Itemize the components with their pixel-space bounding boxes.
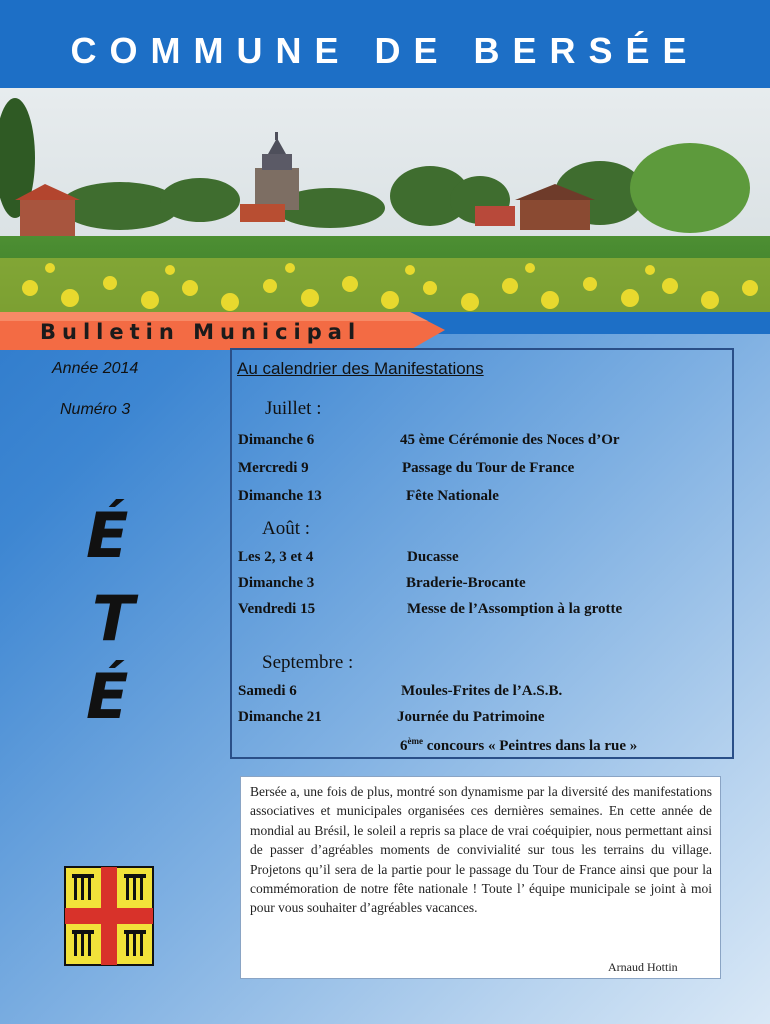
mayor-message: Bersée a, une fois de plus, montré son dynamisme par la diversité des manifestations associatives et municipales organisées ces dernières semaines. En cette année de mondial au Brésil, le soleil a repris sa place de vrai coéquipier, nous permettant ainsi de passer d’agréables moments de convivialité sur tous les terrains du village. Projetons qu’il sera de la partie pour le passage du Tour de France ainsi que pour la commémoration de notre fête nationale ! Toute l’ équipe municipale se joint à moi pour vous souhaiter d’agréables vacances. — [250, 784, 712, 916]
ordinal-suffix: ème — [407, 736, 423, 746]
bulletin-banner — [0, 312, 770, 352]
event-title-ordinal — [400, 736, 637, 755]
event-date: Les 2, 3 et 4 — [238, 549, 314, 565]
coat-of-arms-icon — [64, 866, 154, 966]
month-heading: Septembre : — [262, 652, 354, 673]
header-bar — [0, 0, 770, 88]
season-letter-2: T — [92, 582, 135, 655]
event-title: Moules-Frites de l’A.S.B. — [401, 683, 563, 699]
season-letter-1: É — [86, 499, 129, 572]
event-title: Messe de l’Assomption à la grotte — [407, 601, 623, 617]
event-date: Dimanche 6 — [238, 432, 315, 448]
event-date: Samedi 6 — [238, 683, 297, 699]
event-title: 45 ème Cérémonie des Noces d’Or — [400, 432, 620, 448]
signature: Arnaud Hottin — [608, 960, 678, 974]
event-title: Passage du Tour de France — [402, 460, 575, 476]
ordinal-number: 6 — [400, 738, 408, 754]
banner-label: Bulletin Municipal — [40, 320, 362, 344]
issue-year: Année 2014 — [52, 360, 139, 377]
month-heading: Juillet : — [265, 398, 322, 419]
event-title: Journée du Patrimoine — [397, 709, 545, 725]
event-date: Vendredi 15 — [238, 601, 316, 617]
month-heading: Août : — [262, 518, 311, 539]
event-title: concours « Peintres dans la rue » — [426, 738, 638, 754]
event-date: Dimanche 3 — [238, 575, 315, 591]
issue-number: Numéro 3 — [60, 401, 131, 418]
event-title: Fête Nationale — [406, 488, 499, 504]
event-date: Dimanche 13 — [238, 488, 322, 504]
event-title: Braderie-Brocante — [406, 575, 526, 591]
season-letter-3: É — [86, 660, 129, 733]
calendar-heading: Au calendrier des Manifestations — [237, 359, 484, 378]
page-title: COMMUNE DE BERSÉE — [70, 30, 700, 71]
event-title: Ducasse — [407, 549, 459, 565]
event-date: Mercredi 9 — [238, 460, 309, 476]
event-date: Dimanche 21 — [238, 709, 322, 725]
village-landscape-photo — [0, 88, 770, 314]
